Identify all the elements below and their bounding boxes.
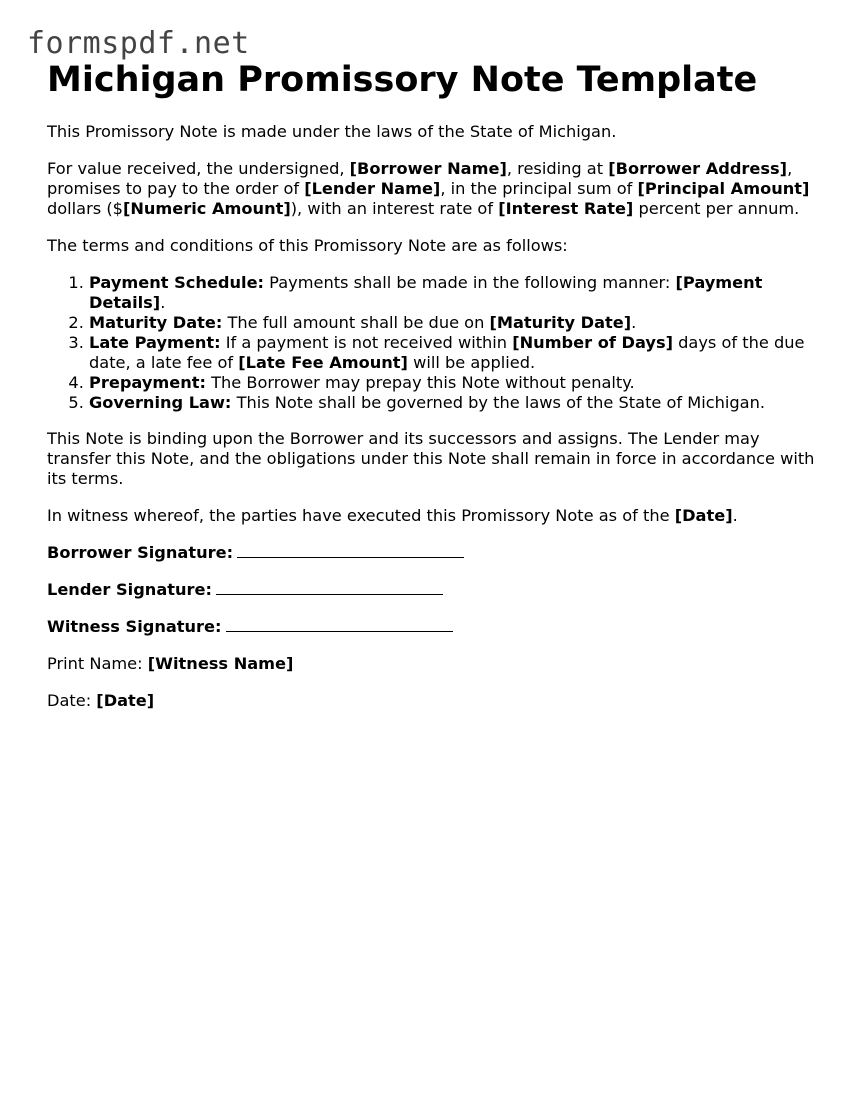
term-maturity-date bbox=[89, 313, 817, 333]
page-title: Michigan Promissory Note Template bbox=[47, 60, 758, 100]
lender-name-field: [Lender Name] bbox=[304, 179, 441, 198]
binding-paragraph: This Note is binding upon the Borrower and its successors and assigns. The Lender may transfer this Note, and the obligations under this Note shall remain in force in accordance with its terms. bbox=[47, 429, 815, 488]
witness-name-field: [Witness Name] bbox=[147, 654, 294, 673]
terms-list bbox=[47, 273, 817, 413]
date-field: [Date] bbox=[674, 506, 733, 525]
term-text: The full amount shall be due on bbox=[222, 313, 490, 332]
term-label: Governing Law: bbox=[89, 393, 232, 412]
term-label: Payment Schedule: bbox=[89, 273, 265, 292]
term-late-payment bbox=[89, 333, 817, 373]
term-prepayment bbox=[89, 373, 817, 393]
print-name-row bbox=[47, 654, 817, 674]
text: dollars ($ bbox=[47, 199, 123, 218]
term-text: This Note shall be governed by the laws of the State of Michigan. bbox=[231, 393, 765, 412]
term-text: . bbox=[160, 293, 166, 312]
borrower-signature-row bbox=[47, 543, 817, 563]
borrower-signature-line[interactable] bbox=[237, 543, 464, 558]
borrower-address-field: [Borrower Address] bbox=[608, 159, 788, 178]
lender-signature-label: Lender Signature: bbox=[47, 580, 212, 599]
borrower-name-field: [Borrower Name] bbox=[349, 159, 507, 178]
date-label: Date: bbox=[47, 691, 97, 710]
term-text: days of the due date, a late fee of bbox=[89, 333, 805, 372]
date-value-field: [Date] bbox=[96, 691, 155, 710]
term-label: Maturity Date: bbox=[89, 313, 223, 332]
term-text: The Borrower may prepay this Note without penalty. bbox=[205, 373, 635, 392]
numeric-amount-field: [Numeric Amount] bbox=[122, 199, 291, 218]
term-label: Prepayment: bbox=[89, 373, 206, 392]
intro-paragraph: This Promissory Note is made under the laws of the State of Michigan. bbox=[47, 122, 617, 141]
text: , residing at bbox=[506, 159, 609, 178]
text: percent per annum. bbox=[633, 199, 800, 218]
term-text: . bbox=[631, 313, 637, 332]
term-text: will be applied. bbox=[407, 353, 536, 372]
document-body bbox=[47, 122, 817, 711]
date-row bbox=[47, 691, 817, 711]
text: , promises to pay to the order of bbox=[47, 159, 793, 198]
borrower-signature-label: Borrower Signature: bbox=[47, 543, 234, 562]
document bbox=[47, 58, 817, 728]
payment-details-field: [Payment Details] bbox=[89, 273, 763, 312]
lender-signature-row bbox=[47, 580, 817, 600]
term-text: If a payment is not received within bbox=[220, 333, 513, 352]
late-fee-amount-field: [Late Fee Amount] bbox=[238, 353, 408, 372]
watermark: formspdf.net bbox=[27, 26, 250, 61]
term-payment-schedule bbox=[89, 273, 817, 313]
witness-paragraph bbox=[47, 506, 817, 526]
text: . bbox=[732, 506, 738, 525]
text: In witness whereof, the parties have executed this Promissory Note as of the bbox=[47, 506, 675, 525]
witness-signature-row bbox=[47, 617, 817, 637]
number-of-days-field: [Number of Days] bbox=[512, 333, 673, 352]
text: , in the principal sum of bbox=[440, 179, 638, 198]
lender-signature-line[interactable] bbox=[216, 580, 443, 595]
term-text: Payments shall be made in the following manner: bbox=[264, 273, 676, 292]
print-name-label: Print Name: bbox=[47, 654, 148, 673]
text: ), with an interest rate of bbox=[290, 199, 499, 218]
term-label: Late Payment: bbox=[89, 333, 221, 352]
text: For value received, the undersigned, bbox=[47, 159, 350, 178]
maturity-date-field: [Maturity Date] bbox=[489, 313, 632, 332]
witness-signature-label: Witness Signature: bbox=[47, 617, 222, 636]
interest-rate-field: [Interest Rate] bbox=[498, 199, 634, 218]
value-paragraph bbox=[47, 159, 817, 219]
principal-amount-field: [Principal Amount] bbox=[637, 179, 810, 198]
witness-signature-line[interactable] bbox=[226, 617, 453, 632]
terms-intro: The terms and conditions of this Promissory Note are as follows: bbox=[47, 236, 568, 255]
term-governing-law bbox=[89, 393, 817, 413]
